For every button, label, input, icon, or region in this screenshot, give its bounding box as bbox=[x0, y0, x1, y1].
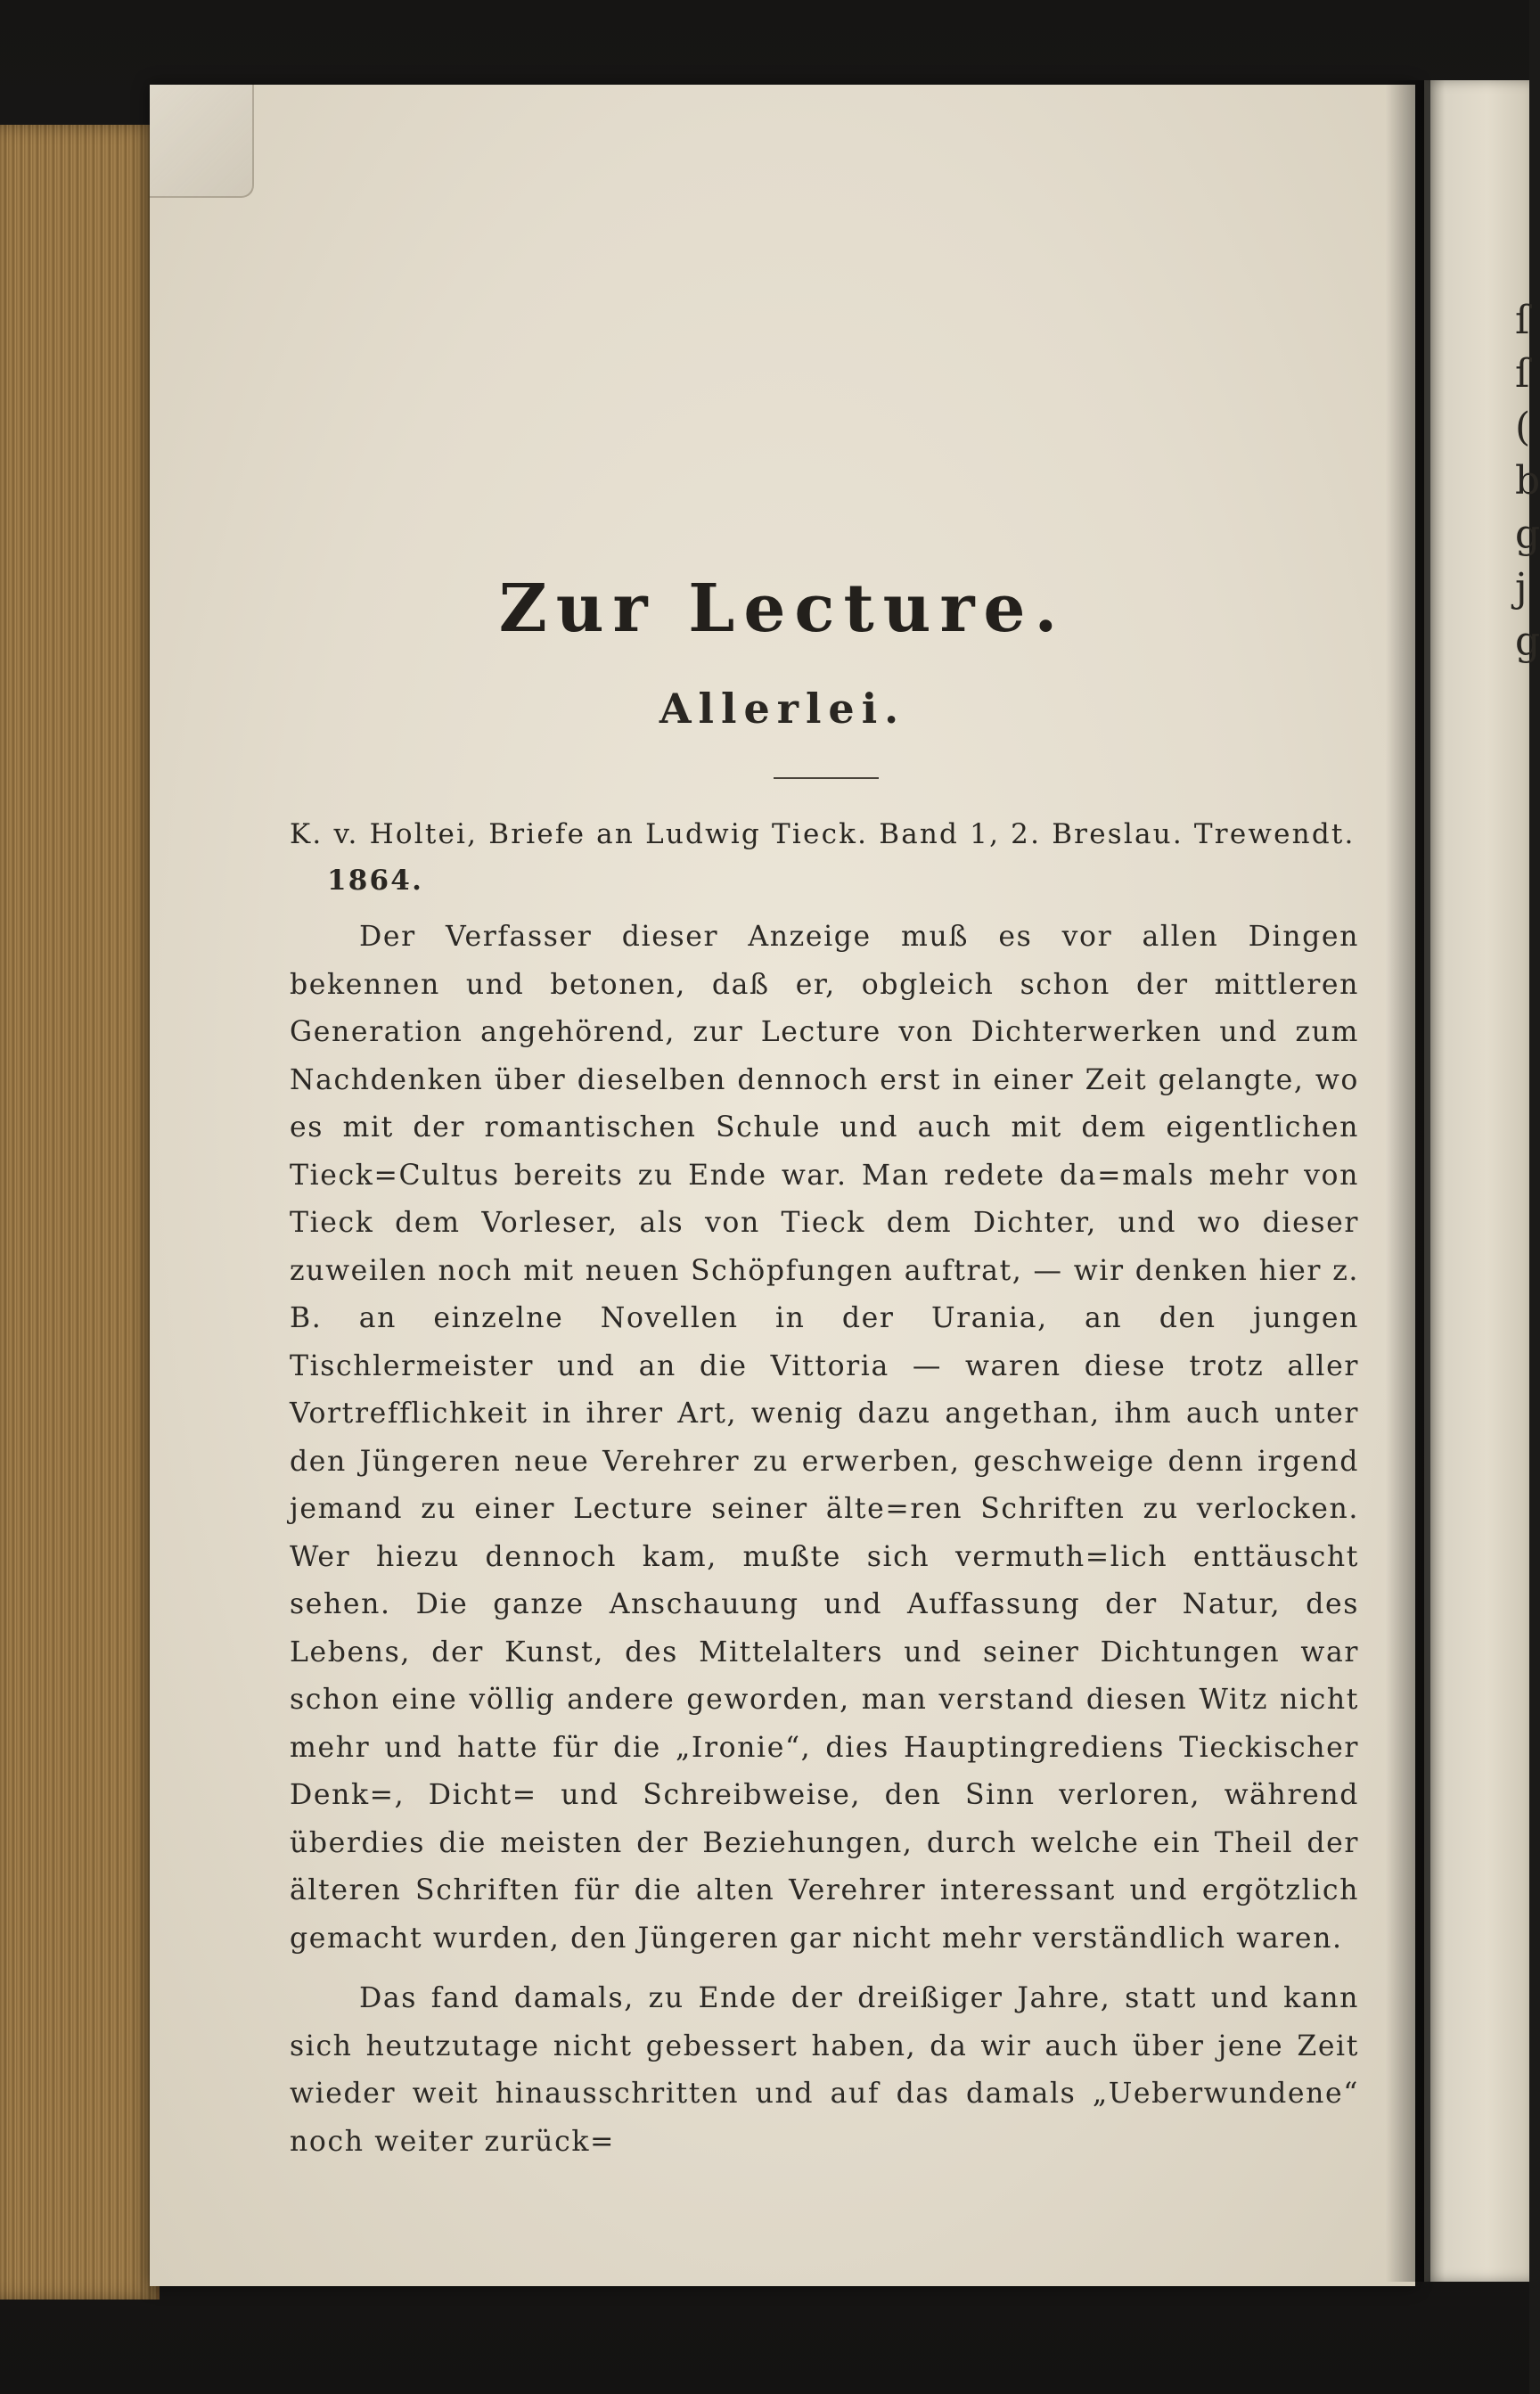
citation-year: 1864. bbox=[327, 865, 424, 897]
section-subtitle: Allerlei. bbox=[659, 685, 906, 733]
book-citation bbox=[290, 811, 1364, 904]
page-title: Zur Lecture. bbox=[498, 570, 1067, 647]
folded-page-corner bbox=[150, 85, 254, 198]
book-page-edges bbox=[0, 125, 160, 2300]
paragraph: Der Verfasser dieser Anzeige muß es vor allen Dingen bekennen und betonen, daß er, obgleich schon der mittleren Generation angehörend, zur Lecture von Dichterwerken und zum Nachdenken über dieselben dennoch erst in einer Zeit gelangte, wo es mit der romantischen Schule und auch mit dem eigentlichen Tieck=Cultus bereits zu Ende war. Man redete da=mals mehr von Tieck dem Vorleser, als von Tieck dem Dichter, und wo dieser zuweilen noch mit neuen Schöpfungen auftrat, — wir denken hier z. B. an einzelne Novellen in der Urania, an den jungen Tischlermeister und an die Vittoria — waren diese trotz aller Vortrefflichkeit in ihrer Art, wenig dazu angethan, ihm auch unter den Jüngeren neue Verehrer zu erwerben, geschweige denn irgend jemand zu einer Lecture seiner älte=ren Schriften zu verlocken. Wer hiezu dennoch kam, mußte sich vermuth=lich enttäuscht sehen. Die ganze Anschauung und Auffassung der Natur, des Lebens, der Kunst, des Mittelalters und seiner Dichtungen war schon eine völlig andere geworden, man verstand diesen Witz nicht mehr und hatte für die „Ironie“, dies Hauptingrediens Tieckischer Denk=, Dicht= und Schreibweise, den Sinn verloren, während überdies die meisten der Beziehungen, durch welche ein Theil der älteren Schriften für die alten Verehrer interessant und ergötzlich gemacht wurden, den Jüngeren gar nicht mehr verständlich waren. bbox=[290, 921, 1359, 1955]
facing-page bbox=[1424, 80, 1540, 2282]
divider-rule bbox=[774, 777, 879, 779]
article-body bbox=[290, 914, 1359, 2178]
citation-text: K. v. Holtei, Briefe an Ludwig Tieck. Band 1, 2. Breslau. Trewendt. bbox=[290, 818, 1356, 850]
gutter-shadow bbox=[1386, 80, 1430, 2282]
paragraph: Das fand damals, zu Ende der dreißiger Jahre, statt und kann sich heutzutage nicht gebessert haben, da wir auch über jene Zeit wieder weit hinausschritten und auf das damals „Ueberwundene“ noch weiter zurück= bbox=[290, 1982, 1359, 2158]
facing-page-text-fragments: ſ ſ ( b g j g bbox=[1515, 298, 1540, 664]
